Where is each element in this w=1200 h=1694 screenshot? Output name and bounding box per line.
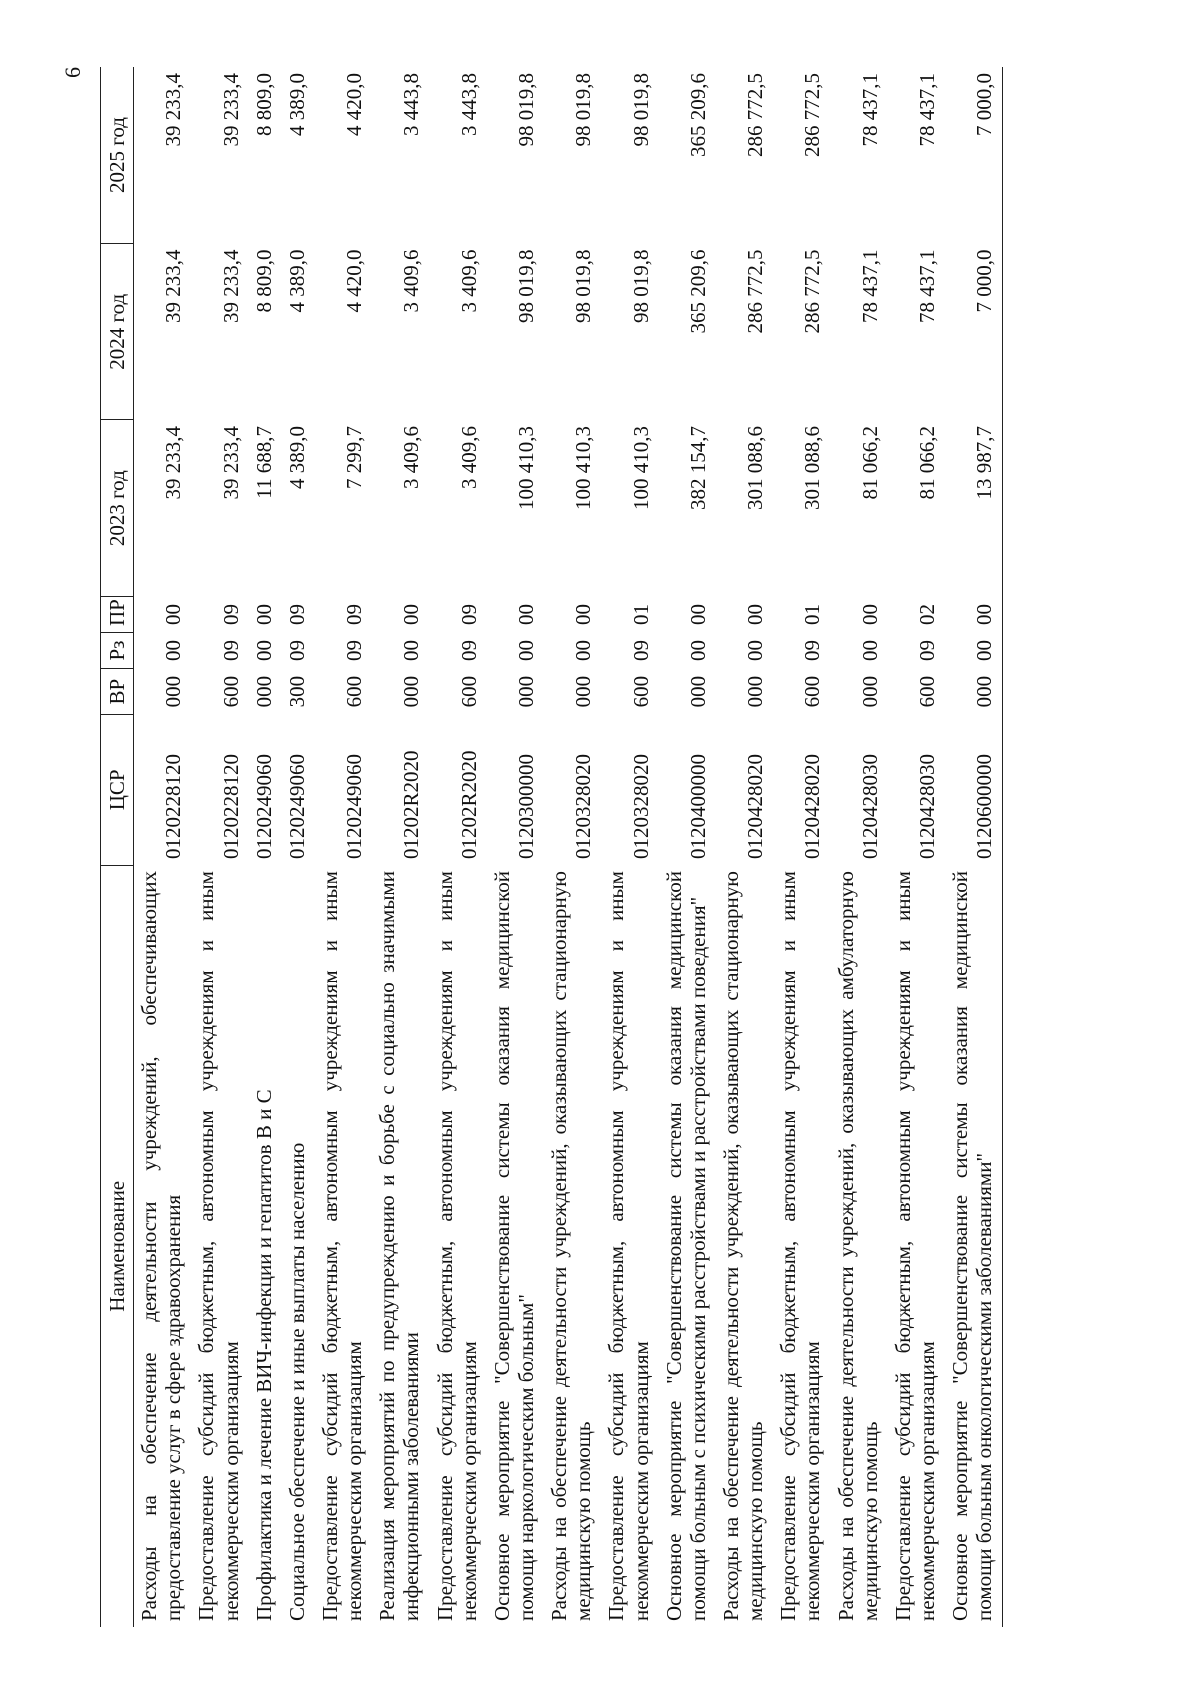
row-name: Социальное обеспечение и иные выплаты населению	[284, 1142, 309, 1621]
table-row	[544, 67, 601, 1627]
row-rz: 00	[685, 640, 710, 662]
row-value-2025: 39 233,4	[218, 73, 243, 147]
row-pr: 00	[685, 603, 710, 625]
row-value-2025: 98 019,8	[513, 73, 538, 147]
row-csr: 0120428030	[914, 754, 939, 860]
row-value-2024: 286 772,5	[800, 249, 825, 334]
header-vr: ВР	[101, 669, 134, 715]
row-value-2023: 11 688,7	[251, 425, 276, 499]
row-value-2025: 8 809,0	[251, 73, 276, 136]
row-vr: 000	[399, 675, 424, 708]
row-csr: 0120249060	[342, 754, 367, 860]
row-name: Расходы на обеспечение деятельности учреждений, оказывающих стационарную медицинскую помощь	[547, 871, 596, 1621]
row-value-2025: 98 019,8	[571, 73, 596, 147]
header-2025: 2025 год	[101, 67, 134, 244]
row-csr: 01202R2020	[456, 750, 481, 860]
header-pr: ПР	[101, 596, 134, 632]
row-vr: 000	[161, 675, 186, 708]
row-value-2023: 3 409,6	[456, 425, 481, 489]
row-pr: 00	[571, 603, 596, 625]
row-value-2023: 39 233,4	[218, 425, 243, 500]
row-value-2023: 13 987,7	[945, 420, 1003, 596]
row-value-2024: 365 209,6	[685, 249, 710, 334]
row-value-2024: 8 809,0	[251, 249, 276, 313]
row-value-2024: 4 420,0	[342, 249, 367, 313]
row-value-2025: 4 389,0	[284, 73, 309, 136]
row-value-2023: 100 410,3	[513, 425, 538, 510]
row-name: Реализация мероприятий по предупреждению и борьбе с социально значимыми инфекционными заболеваниями	[375, 871, 424, 1621]
row-value-2024: 39 233,4	[161, 249, 186, 324]
row-vr: 600	[628, 675, 653, 708]
table-row	[372, 67, 429, 1627]
table-body	[134, 67, 1003, 1627]
page-number: 6	[60, 67, 85, 78]
row-value-2023: 100 410,3	[571, 425, 596, 510]
row-name: Предоставление субсидий бюджетным, автономным учреждениям и иным некоммерческим организациям	[317, 871, 367, 1621]
row-value-2025: 3 443,8	[399, 73, 424, 136]
row-value-2023: 301 088,6	[743, 425, 768, 510]
row-rz: 00	[945, 632, 1003, 668]
budget-table	[100, 67, 1003, 1627]
table-row	[601, 67, 658, 1627]
header-2023: 2023 год	[101, 420, 134, 596]
row-csr: 0120328020	[571, 754, 596, 860]
row-vr: 300	[284, 675, 309, 708]
row-csr: 0120428020	[743, 754, 768, 860]
row-rz: 00	[399, 640, 424, 662]
table-header-row	[101, 67, 134, 1627]
row-value-2024: 98 019,8	[571, 249, 596, 324]
row-pr: 00	[743, 603, 768, 625]
row-name: Основное мероприятие "Совершенствование системы оказания медицинской помощи больным с психическими расстройствами и расстройствами поведения"	[661, 871, 710, 1621]
rotated-page	[60, 67, 1100, 1627]
row-rz: 00	[161, 640, 186, 662]
row-pr: 01	[628, 603, 653, 625]
table-row	[249, 67, 282, 1627]
row-value-2024: 3 409,6	[399, 249, 424, 313]
row-value-2024: 4 389,0	[284, 249, 309, 313]
row-pr: 02	[914, 603, 939, 625]
row-value-2023: 81 066,2	[914, 425, 939, 500]
row-csr: 0120428020	[800, 754, 825, 860]
row-value-2023: 3 409,6	[399, 425, 424, 489]
row-value-2023: 39 233,4	[161, 425, 186, 500]
row-rz: 00	[251, 640, 276, 662]
table-row	[191, 67, 248, 1627]
header-2024: 2024 год	[101, 244, 134, 420]
table-row	[831, 67, 888, 1627]
row-name: Предоставление субсидий бюджетным, автономным учреждениям и иным некоммерческим организациям	[890, 871, 939, 1621]
row-csr: 0120249060	[251, 754, 276, 860]
row-value-2024: 39 233,4	[218, 249, 243, 324]
row-rz: 09	[218, 640, 243, 662]
row-name: Предоставление субсидий бюджетным, автономным учреждениям и иным некоммерческим организациям	[194, 871, 243, 1621]
row-name: Предоставление субсидий бюджетным, автономным учреждениям и иным некоммерческим организациям	[432, 871, 481, 1621]
row-name: Расходы на обеспечение деятельности учреждений, оказывающих амбулаторную медицинскую помощь	[833, 871, 882, 1621]
table-row	[487, 67, 544, 1627]
table-row	[430, 67, 487, 1627]
row-vr: 600	[218, 675, 243, 708]
row-rz: 00	[743, 640, 768, 662]
row-vr: 600	[342, 675, 367, 708]
row-value-2024: 98 019,8	[513, 249, 538, 324]
row-pr: 00	[161, 603, 186, 625]
row-pr: 09	[456, 603, 481, 625]
row-pr: 00	[251, 603, 276, 625]
row-csr: 0120428030	[857, 754, 882, 860]
row-csr: 0120600000	[945, 715, 1003, 865]
row-value-2025: 365 209,6	[685, 73, 710, 157]
row-rz: 09	[284, 640, 309, 662]
row-value-2024: 7 000,0	[945, 244, 1003, 420]
row-value-2025: 4 420,0	[342, 73, 367, 136]
row-value-2023: 7 299,7	[342, 425, 367, 489]
row-vr: 000	[513, 675, 538, 708]
row-value-2025: 286 772,5	[800, 73, 825, 157]
row-name: Расходы на обеспечение деятельности учреждений, обеспечивающих предоставление услуг в сфере здравоохранения	[137, 871, 186, 1621]
table-row	[134, 67, 192, 1627]
row-pr: 09	[218, 603, 243, 625]
row-pr: 09	[342, 603, 367, 625]
row-csr: 0120400000	[685, 754, 710, 860]
table-row	[659, 67, 716, 1627]
row-vr: 000	[571, 675, 596, 708]
row-csr: 0120249060	[284, 754, 309, 860]
header-csr: ЦСР	[101, 715, 134, 865]
row-name: Предоставление субсидий бюджетным, автономным учреждениям и иным некоммерческим организациям	[604, 871, 653, 1621]
row-csr: 0120328020	[628, 754, 653, 860]
row-name: Расходы на обеспечение деятельности учреждений, оказывающих стационарную медицинскую помощь	[718, 871, 768, 1621]
row-value-2025: 39 233,4	[161, 73, 186, 147]
row-name: Предоставление субсидий бюджетным, автономным учреждениям и иным некоммерческим организациям	[776, 871, 825, 1621]
row-csr: 01202R2020	[399, 750, 424, 860]
row-value-2025: 78 437,1	[914, 73, 939, 147]
row-rz: 09	[456, 640, 481, 662]
row-value-2023: 382 154,7	[685, 425, 710, 510]
table-row	[888, 67, 945, 1627]
row-name: Основное мероприятие "Совершенствование системы оказания медицинской помощи наркологическим больным"	[489, 871, 538, 1621]
row-csr: 0120228120	[161, 754, 186, 860]
row-value-2023: 301 088,6	[800, 425, 825, 510]
row-name: Основное мероприятие "Совершенствование системы оказания медицинской помощи больным онкологическими заболеваниями"	[945, 865, 1003, 1627]
row-rz: 00	[857, 640, 882, 662]
row-value-2025: 286 772,5	[743, 73, 768, 157]
header-rz: Рз	[101, 632, 134, 668]
row-rz: 00	[571, 640, 596, 662]
row-vr: 000	[685, 675, 710, 708]
row-value-2024: 3 409,6	[456, 249, 481, 313]
row-value-2023: 4 389,0	[284, 425, 309, 489]
row-value-2023: 100 410,3	[628, 425, 653, 510]
row-pr: 00	[513, 603, 538, 625]
table-row	[773, 67, 830, 1627]
row-rz: 00	[513, 640, 538, 662]
row-vr: 000	[857, 675, 882, 708]
row-value-2024: 98 019,8	[628, 249, 653, 324]
row-name: Профилактика и лечение ВИЧ-инфекции и гепатитов В и С	[251, 1089, 276, 1621]
row-rz: 09	[342, 640, 367, 662]
row-csr: 0120300000	[513, 754, 538, 860]
row-value-2025: 98 019,8	[628, 73, 653, 147]
row-pr: 00	[399, 603, 424, 625]
row-rz: 09	[914, 640, 939, 662]
row-pr: 00	[857, 603, 882, 625]
row-csr: 0120228120	[218, 754, 243, 860]
row-vr: 000	[945, 669, 1003, 715]
table-row	[945, 67, 1003, 1627]
row-rz: 09	[628, 640, 653, 662]
row-vr: 600	[800, 675, 825, 708]
row-value-2024: 78 437,1	[914, 249, 939, 324]
row-vr: 600	[456, 675, 481, 708]
row-value-2024: 286 772,5	[743, 249, 768, 334]
row-value-2025: 7 000,0	[945, 67, 1003, 244]
row-vr: 000	[251, 675, 276, 708]
row-rz: 09	[800, 640, 825, 662]
row-value-2024: 78 437,1	[857, 249, 882, 324]
row-value-2025: 78 437,1	[857, 73, 882, 147]
row-vr: 600	[914, 675, 939, 708]
row-pr: 01	[800, 603, 825, 625]
table-row	[315, 67, 372, 1627]
row-value-2023: 81 066,2	[857, 425, 882, 500]
row-vr: 000	[743, 675, 768, 708]
table-row	[716, 67, 773, 1627]
table-row	[282, 67, 315, 1627]
header-name: Наименование	[101, 865, 134, 1627]
row-value-2025: 3 443,8	[456, 73, 481, 136]
row-pr: 09	[284, 603, 309, 625]
row-pr: 00	[945, 596, 1003, 632]
